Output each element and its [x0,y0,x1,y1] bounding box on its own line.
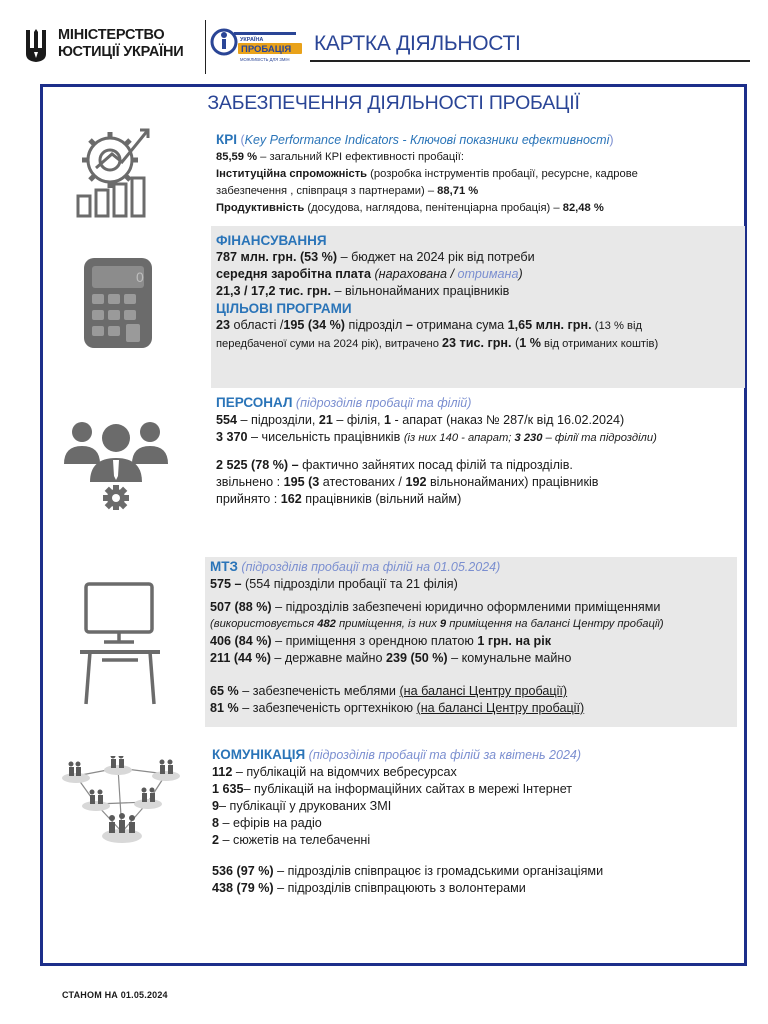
personnel-line-4: звільнено : 195 (3 атестованих / 192 вільнонайманих) працівників [216,475,599,489]
kpi-heading: КРІ (Key Performance Indicators - Ключові показники ефективності) [216,132,614,147]
mtz-line-4: 406 (84 %) – приміщення з орендною платою 1 грн. на рік [210,634,551,648]
mtz-line-7: 81 % – забезпеченість оргтехнікою (на балансі Центру пробації) [210,701,585,715]
comm-line-1: 112 – публікацій на відомчих вебресурсах [212,765,457,779]
comm-line-5: 2 – сюжетів на телебаченні [212,833,371,847]
main-title: ЗАБЕЗПЕЧЕННЯ ДІЯЛЬНОСТІ ПРОБАЦІЇ [207,92,580,114]
personnel-section [216,394,657,508]
ministry-line-2: ЮСТИЦІЇ УКРАЇНИ [58,44,184,60]
communication-section [212,746,603,897]
finance-line-3: 21,3 / 17,2 тис. грн. – вільнонайманих працівників [216,284,510,298]
gear-chart-icon [70,122,162,218]
mtz-line-1: 575 – (554 підрозділи пробації та 21 філія) [210,577,458,591]
probation-logo [210,22,306,66]
probation-logo-top-text: УКРАЇНА [240,37,264,43]
communication-heading: КОМУНІКАЦІЯ (підрозділів пробації та філій за квітень 2024) [212,747,582,762]
calculator-icon [84,258,152,348]
finance-line-4: 23 області /195 (34 %) підрозділ – отримана сума 1,65 млн. грн. (13 % від [216,318,643,332]
comm-line-4: 8 – ефірів на радіо [212,816,322,830]
mtz-line-2: 507 (88 %) – підрозділів забезпечені юридично оформленими приміщеннями [210,600,661,614]
kpi-line-4: Продуктивність (досудова, наглядова, пенітенціарна пробація) – 82,48 % [216,202,604,214]
network-people-icon [56,756,188,848]
finance-line-1: 787 млн. грн. (53 %) – бюджет на 2024 рік від потреби [216,250,535,264]
ministry-line-1: МІНІСТЕРСТВО [58,27,165,43]
kpi-section [216,131,638,217]
programs-heading: ЦІЛЬОВІ ПРОГРАМИ [216,301,352,316]
kpi-line-2: Інституційна спроможність (розробка інструментів пробації, ресурсне, кадрове [216,168,638,180]
probation-logo-word: ПРОБАЦІЯ [241,44,292,55]
finance-heading: ФІНАНСУВАННЯ [216,233,327,248]
kpi-line-1: 85,59 % – загальний КРІ ефективності пробації: [216,151,464,163]
personnel-line-5: прийнято : 162 працівників (вільний найм) [216,492,462,506]
people-gear-icon [60,412,172,510]
mtz-line-5: 211 (44 %) – державне майно 239 (50 %) – комунальне майно [210,651,572,665]
personnel-line-1: 554 – підрозділи, 21 – філія, 1 - апарат (наказ № 287/к від 16.02.2024) [216,413,625,427]
trident-emblem-icon [24,28,48,64]
finance-line-2: середня заробітна плата (нарахована / отримана) [216,267,523,281]
mtz-line-6: 65 % – забезпеченість меблями (на балансі Центру пробації) [210,684,568,698]
finance-line-5: передбаченої суми на 2024 рік), витрачено 23 тис. грн. (1 % від отриманих коштів) [216,336,659,350]
footer-date: СТАНОМ НА 01.05.2024 [62,990,168,1000]
comm-line-7: 438 (79 %) – підрозділів співпрацюють з волонтерами [212,881,526,895]
mtz-heading: МТЗ (підрозділів пробації та філій на 01.05.2024) [210,559,501,574]
mtz-line-3: (використовується 482 приміщення, із них 9 приміщення на балансі Центру пробації) [210,618,664,630]
header-underline [310,60,750,62]
ministry-name [58,27,183,61]
finance-section [216,232,658,353]
svg-text:0: 0 [136,269,144,285]
comm-line-6: 536 (97 %) – підрозділів співпрацює із громадськими організаціями [212,864,604,878]
personnel-line-2: 3 370 – чисельність працівників (із них 140 - апарат; 3 230 – філії та підрозділи) [216,430,657,444]
header-divider [205,20,206,74]
card-title: КАРТКА ДІЯЛЬНОСТІ [314,32,521,55]
kpi-line-3: забезпечення , співпраця з партнерами) – 88,71 % [216,185,479,197]
comm-line-2: 1 635– публікацій на інформаційних сайтах в мережі Інтернет [212,782,573,796]
probation-logo-sub: МОЖЛИВІСТЬ ДЛЯ ЗМІН [240,57,290,62]
comm-line-3: 9– публікації у друкованих ЗМІ [212,799,392,813]
mtz-section [210,558,664,717]
personnel-heading: ПЕРСОНАЛ (підрозділів пробації та філій) [216,395,472,410]
computer-desk-icon [80,580,160,706]
personnel-line-3: 2 525 (78 %) – фактично зайнятих посад філій та підрозділів. [216,458,573,472]
